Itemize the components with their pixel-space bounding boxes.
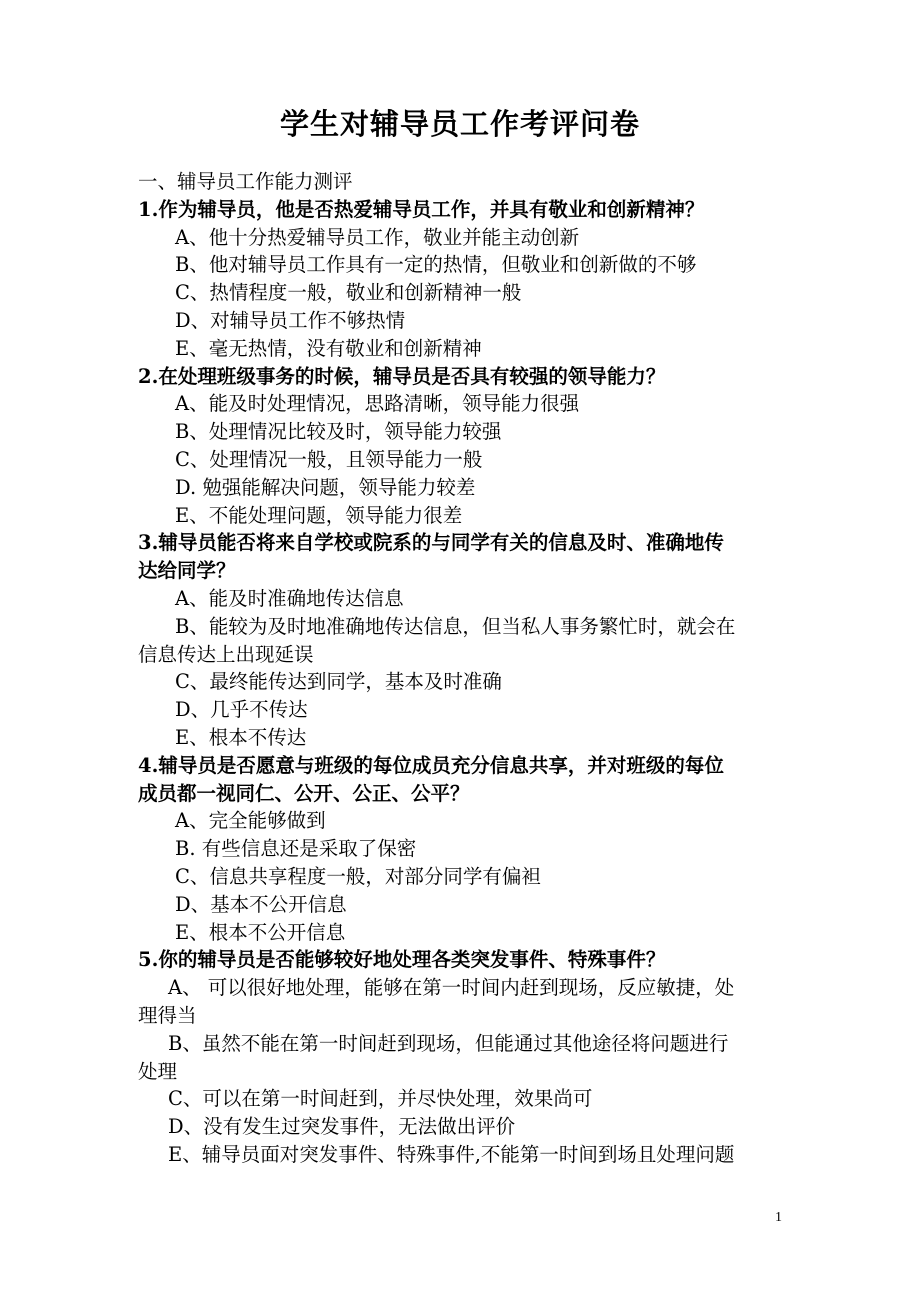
question-4-option-c: C、信息共享程度一般，对部分同学有偏袒 (175, 864, 541, 888)
question-3-option-a: A、能及时准确地传达信息 (175, 586, 404, 610)
question-5-option-b-line-1: B、虽然不能在第一时间赶到现场，但能通过其他途径将问题进行 (168, 1031, 729, 1055)
question-5-option-e: E、辅导员面对突发事件、特殊事件,不能第一时间到场且处理问题 (168, 1142, 735, 1166)
question-5-option-a-line-2: 理得当 (138, 1003, 197, 1027)
question-3-option-c: C、最终能传达到同学，基本及时准确 (175, 670, 502, 694)
question-4-option-d: D、基本不公开信息 (175, 892, 347, 916)
question-3-line-2: 达给同学？ (138, 559, 236, 583)
question-3-line-1: 3.辅导员能否将来自学校或院系的与同学有关的信息及时、准确地传 (138, 531, 724, 555)
question-1-option-c: C、热情程度一般，敬业和创新精神一般 (175, 281, 522, 305)
question-5-option-c: C、可以在第一时间赶到，并尽快处理，效果尚可 (168, 1087, 593, 1111)
question-1: 1.作为辅导员，他是否热爱辅导员工作，并具有敬业和创新精神？ (138, 197, 705, 221)
question-3-option-b-line-1: B、能较为及时地准确地传达信息，但当私人事务繁忙时，就会在 (175, 614, 736, 638)
question-5: 5.你的辅导员是否能够较好地处理各类突发事件、特殊事件？ (138, 948, 666, 972)
question-5-option-a-line-1: A、 可以很好地处理，能够在第一时间内赶到现场，反应敏捷，处 (168, 976, 735, 1000)
question-4-option-a: A、完全能够做到 (175, 809, 326, 833)
question-2-option-a: A、能及时处理情况，思路清晰，领导能力很强 (175, 392, 580, 416)
question-4-option-e: E、根本不公开信息 (175, 920, 346, 944)
page-number: 1 (775, 1210, 782, 1225)
question-4-line-1: 4.辅导员是否愿意与班级的每位成员充分信息共享，并对班级的每位 (138, 753, 724, 777)
question-3-option-d: D、几乎不传达 (175, 698, 308, 722)
question-4-option-b: B. 有些信息还是采取了保密 (175, 837, 417, 861)
question-2: 2.在处理班级事务的时候，辅导员是否具有较强的领导能力？ (138, 364, 666, 388)
question-2-option-d: D. 勉强能解决问题，领导能力较差 (175, 475, 476, 499)
question-3-option-e: E、根本不传达 (175, 725, 307, 749)
question-1-option-a: A、他十分热爱辅导员工作，敬业并能主动创新 (175, 225, 580, 249)
question-4-line-2: 成员都一视同仁、公开、公正、公平？ (138, 781, 470, 805)
question-5-option-d: D、没有发生过突发事件，无法做出评价 (168, 1115, 516, 1139)
question-1-option-d: D、对辅导员工作不够热情 (175, 308, 406, 332)
question-1-option-b: B、他对辅导员工作具有一定的热情，但敬业和创新做的不够 (175, 253, 697, 277)
question-2-option-c: C、处理情况一般，且领导能力一般 (175, 447, 483, 471)
question-2-option-e: E、不能处理问题，领导能力很差 (175, 503, 463, 527)
questionnaire-body (138, 168, 788, 1169)
question-5-option-b-line-2: 处理 (138, 1059, 178, 1083)
question-1-option-e: E、毫无热情，没有敬业和创新精神 (175, 336, 482, 360)
question-3-option-b-line-2: 信息传达上出现延误 (138, 642, 314, 666)
section-heading: 一、辅导员工作能力测评 (138, 170, 353, 193)
page-title: 学生对辅导员工作考评问卷 (279, 107, 640, 141)
question-2-option-b: B、处理情况比较及时，领导能力较强 (175, 420, 502, 444)
